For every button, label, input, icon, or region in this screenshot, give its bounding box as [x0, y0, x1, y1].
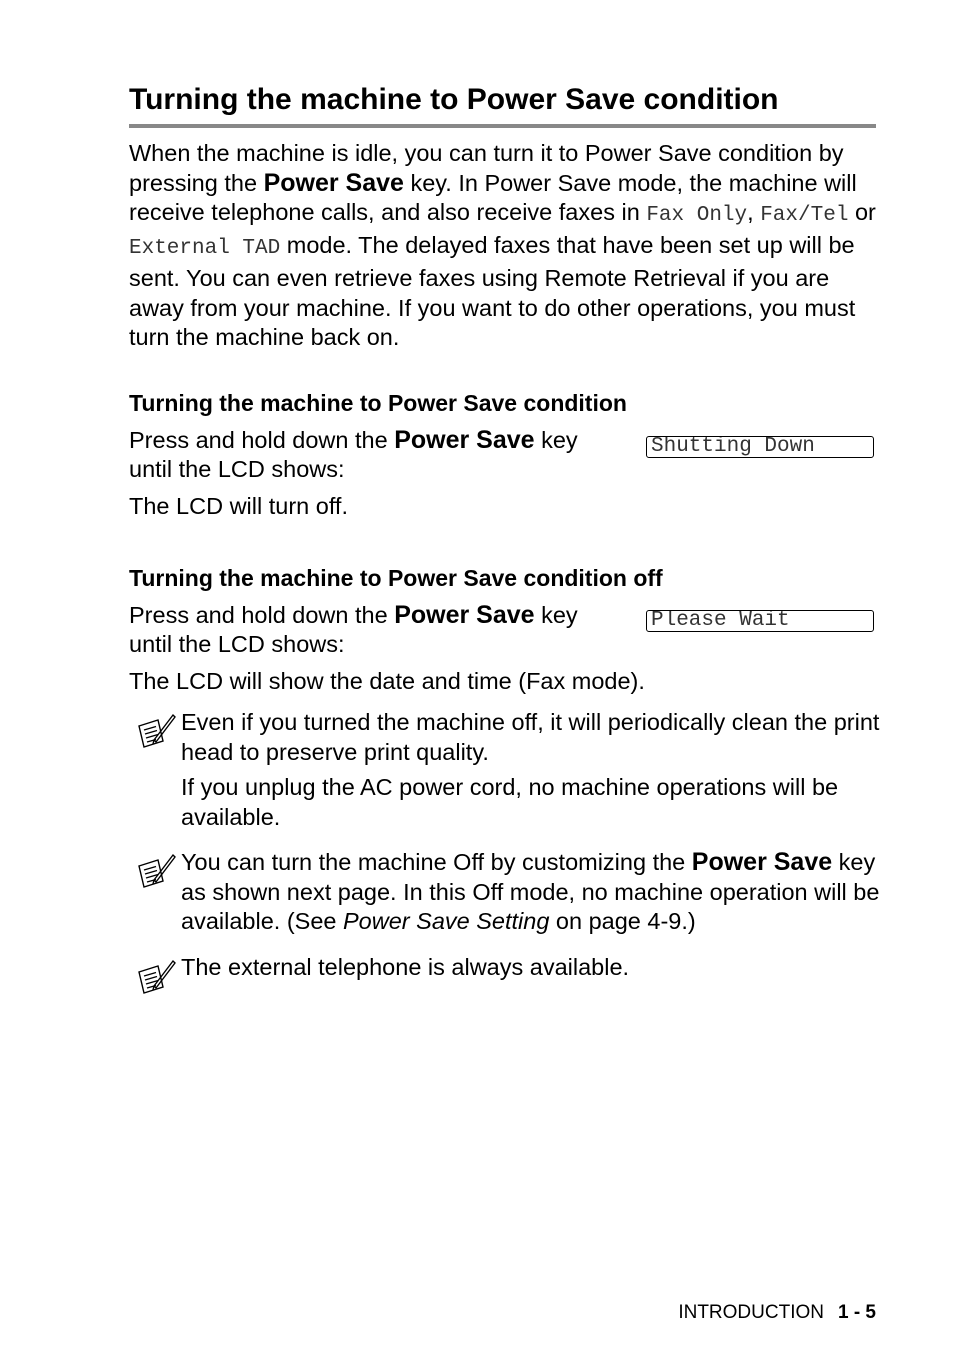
instruction-text: Press and hold down the: [129, 427, 395, 453]
mode-fax-tel: Fax/Tel: [760, 204, 849, 228]
note-2-text: You can turn the machine Off by customizing the: [181, 849, 692, 875]
note-2-text: on page 4-9.): [549, 908, 696, 934]
result-power-save-off: The LCD will show the date and time (Fax mode).: [129, 668, 645, 694]
instruction-power-save-on: [129, 426, 599, 484]
instruction-text: key until the LCD shows:: [129, 427, 578, 482]
note-pencil-icon: [136, 852, 176, 892]
instruction-key-name: Power Save: [394, 426, 535, 454]
note-pencil-icon: [136, 958, 176, 998]
note-1-paragraph-2: If you unplug the AC power cord, no machine operations will be available.: [181, 774, 839, 830]
footer-section-name: INTRODUCTION: [678, 1302, 824, 1323]
intro-text-4: or: [848, 199, 876, 226]
section-heading-power-save-off: Turning the machine to Power Save condition off: [129, 565, 663, 591]
instruction-text: Press and hold down the: [129, 602, 395, 628]
mode-external-tad: External TAD: [129, 237, 281, 261]
intro-text-5: mode. The delayed faxes that have been set up will be sent. You can even retrieve faxes using Remote Retrieval if you are away from your machine. If you want to do other operations, you must turn the machine back on.: [129, 232, 856, 351]
intro-key-name: Power Save: [263, 168, 404, 197]
note-1-paragraph-1: Even if you turned the machine off, it will periodically clean the print head to preserve print quality.: [181, 709, 880, 765]
page-footer: [678, 1301, 876, 1325]
note-3-paragraph: The external telephone is always available.: [181, 954, 630, 980]
lcd-display-please-wait: Please Wait: [646, 610, 874, 632]
note-pencil-icon: [136, 712, 176, 752]
instruction-text: key until the LCD shows:: [129, 602, 578, 657]
instruction-power-save-off: [129, 601, 599, 659]
instruction-key-name: Power Save: [394, 601, 535, 629]
intro-text-1: When the machine is idle, you can turn it to Power Save condition by pressing the: [129, 140, 844, 196]
note-2-text: key as shown next page. In this Off mode, no machine operation will be available. (See: [181, 849, 880, 934]
note-2-key-name: Power Save: [691, 848, 833, 876]
result-power-save-on: The LCD will turn off.: [129, 493, 348, 519]
footer-page-number: 1 - 5: [837, 1302, 876, 1323]
intro-paragraph: [129, 139, 879, 353]
intro-text-3: ,: [747, 199, 761, 226]
note-2-cross-reference: Power Save Setting: [343, 908, 550, 934]
section-heading-power-save-on: Turning the machine to Power Save condition: [129, 390, 627, 416]
lcd-display-shutting-down: Shutting Down: [646, 436, 874, 458]
note-2-paragraph: [181, 848, 881, 937]
intro-text-2: key. In Power Save mode, the machine will receive telephone calls, and also receive faxes in: [129, 169, 857, 226]
mode-fax-only: Fax Only: [646, 204, 748, 228]
page-title: Turning the machine to Power Save condition: [129, 82, 876, 128]
